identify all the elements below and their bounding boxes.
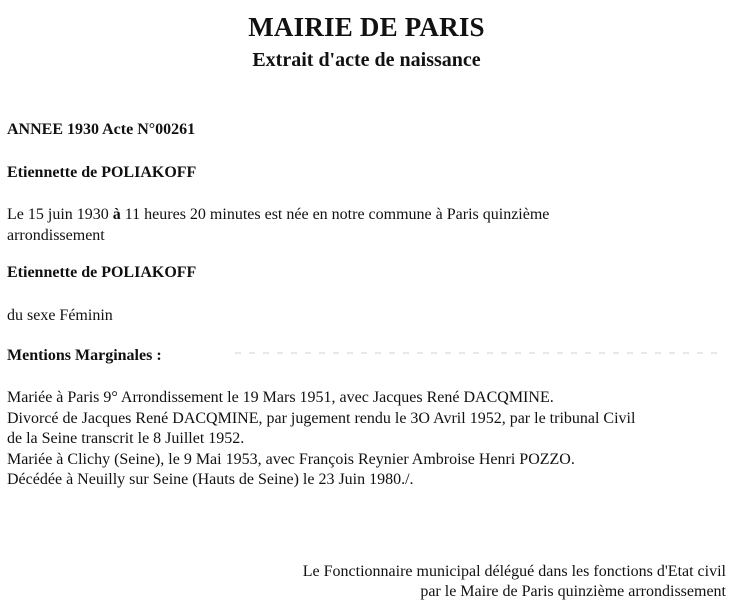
mention-line: Mariée à Clichy (Seine), le 9 Mai 1953, avec François Reynier Ambroise Henri POZZO.	[7, 450, 575, 468]
birth-text-before: Le 15 juin 1930	[7, 206, 113, 223]
signature-line-1: Le Fonctionnaire municipal délégué dans les fonctions d'Etat civil	[302, 563, 726, 580]
mention-line: Mariée à Paris 9° Arrondissement le 19 Mars 1951, avec Jacques René DACQMINE.	[7, 389, 554, 406]
person-name-heading: Etiennette de POLIAKOFF	[7, 164, 197, 181]
signature-block	[303, 562, 726, 602]
mentions-list	[7, 388, 635, 491]
scan-artifact-line	[235, 352, 725, 354]
signature-line-2: par le Maire de Paris quinzième arrondissement	[420, 583, 726, 600]
sex-line: du sexe Féminin	[7, 307, 113, 324]
acte-number-line: ANNEE 1930 Acte N°00261	[7, 121, 196, 138]
mention-line: de la Seine transcrit le 8 Juillet 1952.	[7, 430, 245, 447]
birth-text-after: 11 heures 20 minutes est née en notre commune à Paris quinzième arrondissement	[7, 206, 550, 244]
mentions-title: Mentions Marginales :	[7, 347, 162, 364]
mention-line: Divorcé de Jacques René DACQMINE, par jugement rendu le 3O Avril 1952, par le tribunal Civil	[7, 409, 636, 427]
document-title: MAIRIE DE PARIS	[248, 12, 485, 42]
birth-text-a: à	[112, 206, 121, 223]
birth-statement	[7, 204, 647, 246]
person-name-repeat: Etiennette de POLIAKOFF	[7, 264, 197, 281]
mention-line: Décédée à Neuilly sur Seine (Hauts de Seine) le 23 Juin 1980./.	[7, 471, 414, 488]
document-subtitle: Extrait d'acte de naissance	[252, 49, 481, 71]
